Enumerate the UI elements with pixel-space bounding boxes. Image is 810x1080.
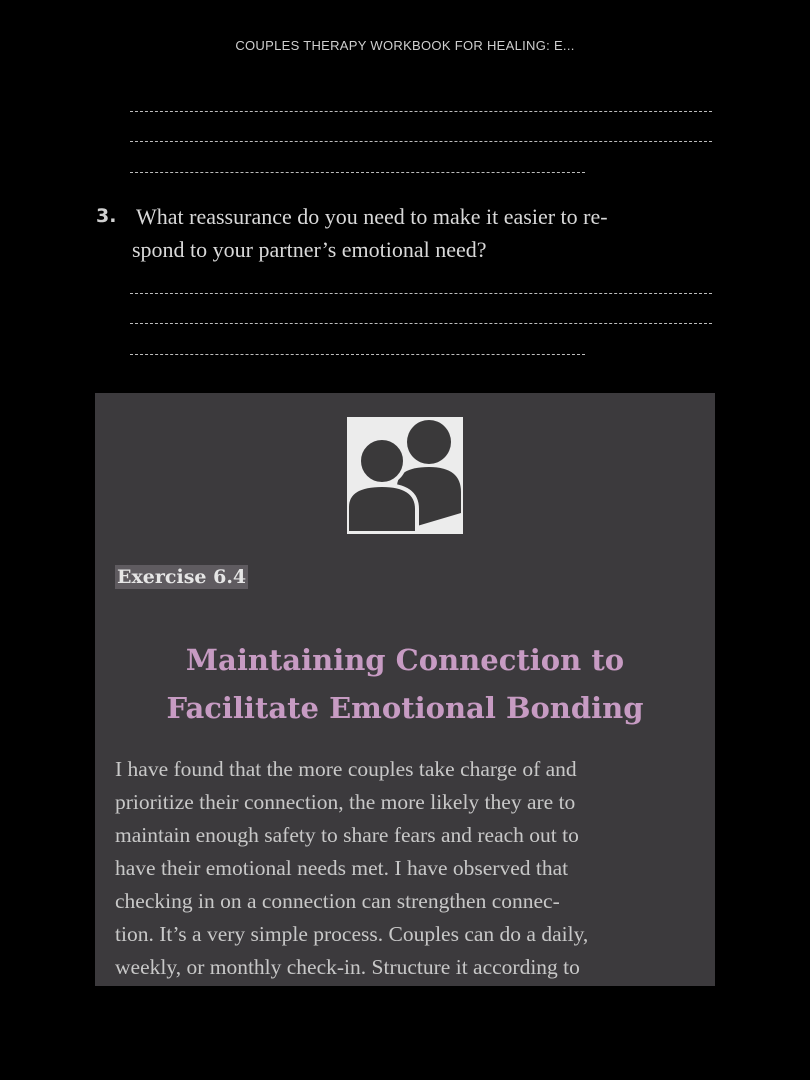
body-line: prioritize their connection, the more likely they are to [115, 790, 576, 814]
answer-line [130, 323, 712, 324]
question-line-1: What reassurance do you need to make it easier to re- [136, 204, 608, 229]
exercise-title [95, 636, 715, 732]
body-line: have their emotional needs met. I have observed that [115, 856, 569, 880]
body-line: maintain enough safety to share fears and reach out to [115, 823, 579, 847]
exercise-label: Exercise 6.4 [117, 566, 247, 588]
exercise-title-line-1: Maintaining Connection to [185, 643, 625, 677]
exercise-body [115, 753, 705, 984]
exercise-title-line-2: Facilitate Emotional Bonding [166, 691, 644, 725]
book-title-header: COUPLES THERAPY WORKBOOK FOR HEALING: E... [235, 38, 575, 53]
question-3 [96, 200, 716, 266]
body-line: I have found that the more couples take charge of and [115, 757, 577, 781]
answer-line [130, 293, 712, 294]
answer-line [130, 172, 585, 173]
answer-line [130, 111, 712, 112]
answer-line [130, 354, 585, 355]
exercise-box [95, 393, 715, 986]
body-line: tion. It’s a very simple process. Couples can do a daily, [115, 922, 589, 946]
body-line: weekly, or monthly check-in. Structure it according to [115, 955, 580, 979]
two-people-icon [347, 417, 463, 534]
question-line-2: spond to your partner’s emotional need? [132, 237, 487, 262]
body-line: checking in on a connection can strengthen connec- [115, 889, 560, 913]
question-number: 3. [96, 205, 117, 227]
answer-line [130, 141, 712, 142]
